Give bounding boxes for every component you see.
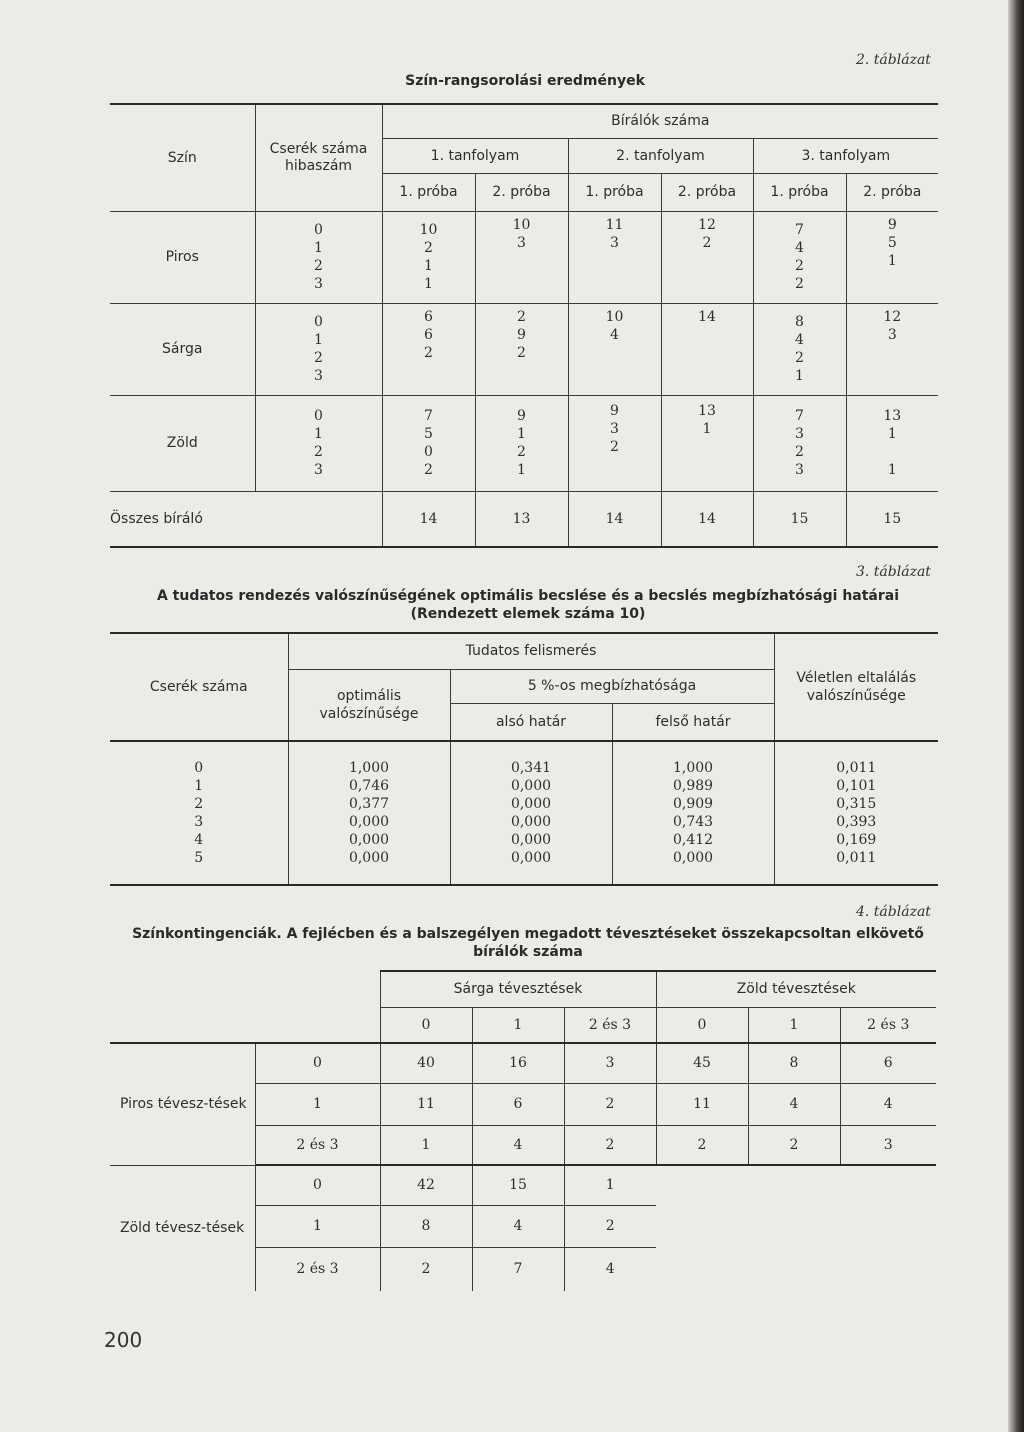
value-cell: 4 [564, 1247, 656, 1291]
header-sub: 1 [472, 1007, 564, 1043]
total-value: 14 [568, 491, 661, 547]
value-cell: 10 2 1 1 [382, 211, 475, 303]
total-value: 14 [382, 491, 475, 547]
table3-title: A tudatos rendezés valószínűségének optimális becslése és a becslés megbízhatósági határai [156, 588, 900, 604]
table2 [110, 103, 938, 548]
header-course-1: 1. tanfolyam [382, 138, 568, 173]
value-cell: 11 3 [568, 211, 661, 303]
value-cell: 6 [472, 1083, 564, 1125]
total-value: 13 [475, 491, 568, 547]
header-cserek-szama: Cserék száma [110, 633, 288, 741]
header-trial: 2. próba [475, 173, 568, 211]
table4-title: Színkontingenciák. A fejlécben és a balszegélyen megadott tévesztéseket összekapcsoltan elkövető [132, 926, 924, 942]
group-label-zold: Zöld tévesz-tések [120, 1219, 245, 1236]
header-sub: 0 [656, 1007, 748, 1043]
value-cell: 7 3 2 3 [753, 395, 846, 491]
cserek-cell: 0 1 2 3 [255, 395, 382, 491]
level-cell: 1 [255, 1083, 380, 1125]
veletlen-column: 0,011 0,101 0,315 0,393 0,169 0,011 [774, 741, 938, 885]
value-cell: 10 4 [568, 303, 661, 395]
page-number: 200 [104, 1328, 143, 1352]
value-cell: 8 [380, 1205, 472, 1247]
value-cell: 40 [380, 1043, 472, 1083]
value-cell: 9 1 2 1 [475, 395, 568, 491]
header-sarga: Sárga tévesztések [380, 971, 656, 1007]
header-also-hatar: alsó határ [450, 703, 612, 741]
table2-number: 2. táblázat [856, 52, 931, 68]
value-cell: 2 [380, 1247, 472, 1291]
table2-title: Szín-rangsorolási eredmények [405, 73, 645, 89]
value-cell: 9 3 2 [568, 395, 661, 491]
value-cell: 4 [748, 1083, 840, 1125]
table4 [110, 970, 936, 1291]
cserek-cell: 0 1 2 3 [255, 303, 382, 395]
header-sub: 1 [748, 1007, 840, 1043]
value-cell: 2 [748, 1125, 840, 1165]
header-trial: 2. próba [846, 173, 938, 211]
value-cell: 6 [840, 1043, 936, 1083]
value-cell: 2 [564, 1083, 656, 1125]
header-course-3: 3. tanfolyam [753, 138, 938, 173]
level-cell: 0 [255, 1165, 380, 1205]
header-trial: 1. próba [568, 173, 661, 211]
level-cell: 2 és 3 [255, 1247, 380, 1291]
value-cell: 7 [472, 1247, 564, 1291]
table-row-total [110, 491, 938, 547]
header-biralok: Bírálók száma [382, 104, 938, 138]
header-course-2: 2. tanfolyam [568, 138, 753, 173]
value-cell: 2 [564, 1205, 656, 1247]
total-value: 15 [846, 491, 938, 547]
value-cell: 1 [564, 1165, 656, 1205]
value-cell: 4 [840, 1083, 936, 1125]
header-trial: 1. próba [753, 173, 846, 211]
header-zold: Zöld tévesztések [656, 971, 936, 1007]
header-trial: 2. próba [661, 173, 753, 211]
table-row-sarga [110, 303, 938, 395]
table3 [110, 632, 938, 886]
value-cell: 10 3 [475, 211, 568, 303]
table4-number: 4. táblázat [856, 904, 931, 920]
value-cell: 4 [472, 1205, 564, 1247]
value-cell: 2 9 2 [475, 303, 568, 395]
group-label-piros: Piros tévesz-tések [110, 1043, 255, 1165]
header-tudatos: Tudatos felismerés [288, 633, 774, 669]
also-hatar-column: 0,341 0,000 0,000 0,000 0,000 0,000 [450, 741, 612, 885]
table-row [110, 1165, 936, 1205]
table3-subtitle: (Rendezett elemek száma 10) [410, 606, 646, 622]
level-cell: 0 [255, 1043, 380, 1083]
header-sub: 2 és 3 [840, 1007, 936, 1043]
value-cell: 11 [380, 1083, 472, 1125]
total-value: 15 [753, 491, 846, 547]
optimalis-column: 1,000 0,746 0,377 0,000 0,000 0,000 [288, 741, 450, 885]
table3-number: 3. táblázat [856, 564, 931, 580]
header-szin: Szín [110, 104, 255, 211]
header-megbizhatosag: 5 %-os megbízhatósága [450, 669, 774, 703]
header-sub: 0 [380, 1007, 472, 1043]
value-cell: 12 2 [661, 211, 753, 303]
value-cell: 3 [564, 1043, 656, 1083]
value-cell: 13 1 [661, 395, 753, 491]
table-row-zold [110, 395, 938, 491]
value-cell: 1 [380, 1125, 472, 1165]
page-edge-shadow [1008, 0, 1024, 1432]
value-cell: 45 [656, 1043, 748, 1083]
value-cell: 42 [380, 1165, 472, 1205]
level-cell: 2 és 3 [255, 1125, 380, 1165]
value-cell: 8 [748, 1043, 840, 1083]
value-cell: 2 [656, 1125, 748, 1165]
table4-subtitle: bírálók száma [473, 944, 583, 960]
value-cell: 12 3 [846, 303, 938, 395]
table-row [110, 1043, 936, 1083]
header-veletlen: Véletlen eltalálás valószínűsége [774, 633, 938, 741]
cserek-cell: 0 1 2 3 [255, 211, 382, 303]
value-cell: 14 [661, 303, 753, 395]
total-label: Összes bíráló [110, 491, 382, 547]
value-cell: 13 1 1 [846, 395, 938, 491]
value-cell: 16 [472, 1043, 564, 1083]
table-row-piros [110, 211, 938, 303]
header-cserek: Cserék száma hibaszám [255, 104, 382, 211]
felso-hatar-column: 1,000 0,989 0,909 0,743 0,412 0,000 [612, 741, 774, 885]
value-cell: 11 [656, 1083, 748, 1125]
group-label-piros: Piros [110, 211, 255, 303]
group-label-zold: Zöld [110, 395, 255, 491]
level-cell: 1 [255, 1205, 380, 1247]
value-cell: 6 6 2 [382, 303, 475, 395]
table-row [110, 741, 938, 885]
value-cell: 2 [564, 1125, 656, 1165]
header-felso-hatar: felső határ [612, 703, 774, 741]
value-cell: 8 4 2 1 [753, 303, 846, 395]
header-trial: 1. próba [382, 173, 475, 211]
total-value: 14 [661, 491, 753, 547]
value-cell: 7 4 2 2 [753, 211, 846, 303]
value-cell: 9 5 1 [846, 211, 938, 303]
value-cell: 15 [472, 1165, 564, 1205]
cserek-column: 0 1 2 3 4 5 [110, 741, 288, 885]
header-optimalis: optimális valószínűsége [288, 669, 450, 741]
group-label-sarga: Sárga [110, 303, 255, 395]
value-cell: 3 [840, 1125, 936, 1165]
value-cell: 4 [472, 1125, 564, 1165]
value-cell: 7 5 0 2 [382, 395, 475, 491]
header-sub: 2 és 3 [564, 1007, 656, 1043]
